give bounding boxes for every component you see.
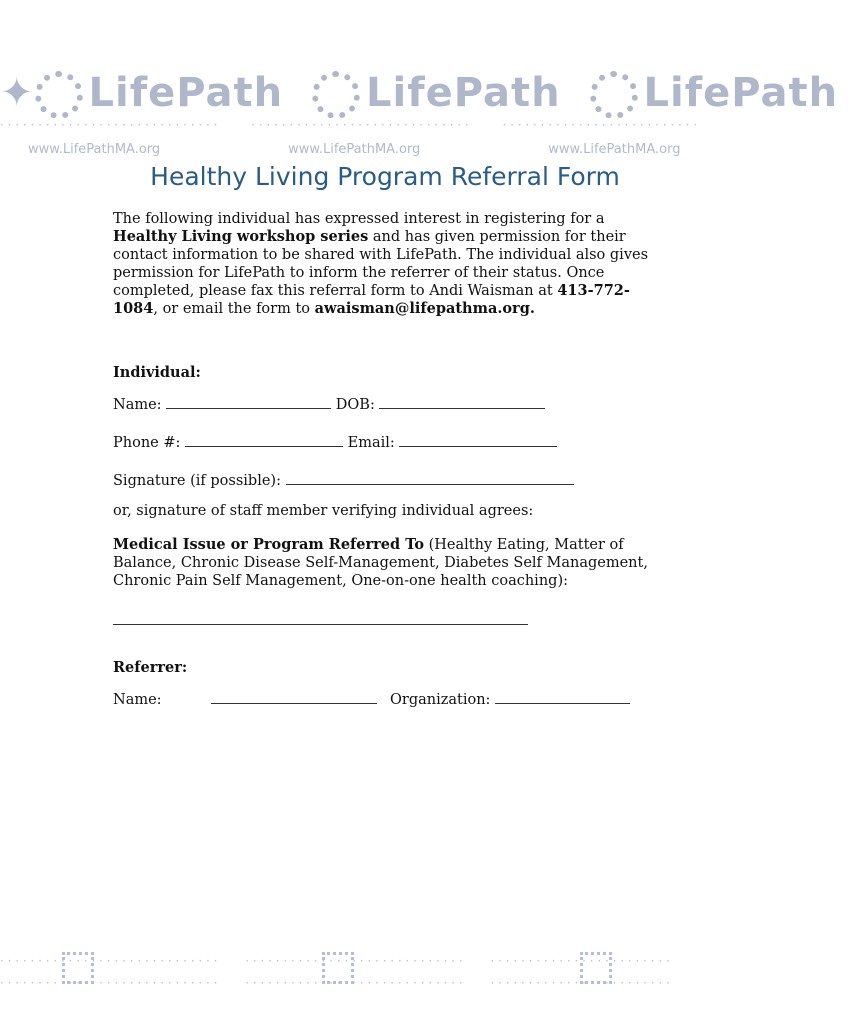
individual-name-field[interactable] <box>166 394 331 409</box>
email-label: Email: <box>347 435 395 451</box>
dob-field[interactable] <box>379 394 545 409</box>
organization-field[interactable] <box>495 689 630 704</box>
letterhead-footer <box>0 948 770 998</box>
dob-label: DOB: <box>335 397 375 413</box>
logo-circle-icon <box>590 71 638 119</box>
tagline-row: · · · · · · · · · · · · · · · · · · · · · · · · · · · · · · · · · · · · · · · · · · · · · · · · · · · · · · · · · · · · · · · · · · · · · · · · · · · · · · · · · · · · <box>0 118 698 132</box>
logo: LifePath <box>590 70 839 116</box>
phone-label: Phone #: <box>113 435 181 451</box>
medical-issue-field[interactable] <box>113 612 528 625</box>
referrer-name-field[interactable] <box>211 689 377 704</box>
signature-label: Signature (if possible): <box>113 473 281 489</box>
intro-paragraph: The following individual has expressed interest in registering for a Healthy Living workshop series and has given permission for their contact information to be shared with LifePath. The individual also gives permission for LifePath to inform the referrer of their status. Once completed, please fax this referral form to Andi Waisman at 413-772-1084, or email the form to awaisman@lifepathma.org. <box>113 211 649 317</box>
website-url: www.LifePathMA.org <box>28 142 161 157</box>
individual-heading: Individual: <box>113 364 201 381</box>
medical-issue-paragraph: Medical Issue or Program Referred To (Healthy Eating, Matter of Balance, Chronic Disease Self-Management, Diabetes Self Management, Chronic Pain Self Management, One-on-one health coaching): <box>113 536 648 589</box>
staff-signature-label: or, signature of staff member verifying individual agrees: <box>113 503 534 519</box>
letterhead-banner <box>0 62 839 162</box>
referrer-name-label: Name: <box>113 692 162 708</box>
signature-row <box>113 470 658 490</box>
referrer-heading: Referrer: <box>113 659 188 676</box>
footer-contact-line: · · · · · · · · · · · · · · · · · · · · · · · · · · · · · · · · · · · · · · · · · · · · · · · · · · · · · · · · · · · · · · · · · · · · · · · · · · · · · · · · · · <box>0 954 670 968</box>
organization-label: Organization: <box>390 692 491 708</box>
individual-name-row <box>113 394 658 414</box>
form-title: Healthy Living Program Referral Form <box>150 162 620 191</box>
email-field[interactable] <box>399 432 557 447</box>
logo-circle-icon <box>312 71 360 119</box>
referrer-row <box>113 689 658 709</box>
website-url: www.LifePathMA.org <box>548 142 681 157</box>
form-body <box>113 210 658 709</box>
logo-circle-icon <box>35 71 83 119</box>
logo: LifePath <box>312 70 561 116</box>
logo-row <box>0 70 839 119</box>
logo: ✦ LifePath <box>0 70 283 116</box>
url-row <box>28 142 788 157</box>
name-label: Name: <box>113 397 162 413</box>
signature-field[interactable] <box>286 470 574 485</box>
phone-field[interactable] <box>185 432 343 447</box>
footer-contact-line: · · · · · · · · · · · · · · · · · · · · · · · · · · · · · · · · · · · · · · · · · · · · · · · · · · · · · · · · · · · · · · · · · · · · · · · · · · · · · · · · · · <box>0 976 670 990</box>
phone-email-row <box>113 432 658 452</box>
website-url: www.LifePathMA.org <box>288 142 421 157</box>
